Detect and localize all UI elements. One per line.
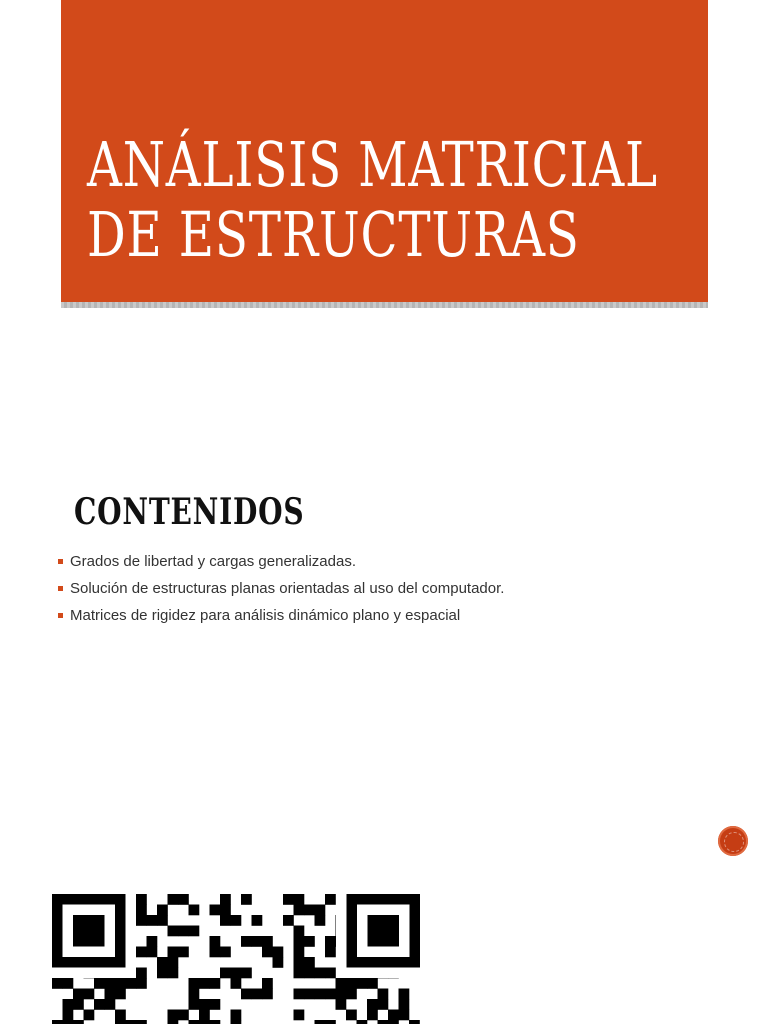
- title-banner-shadow: [61, 302, 708, 308]
- circle-button-icon[interactable]: [718, 826, 748, 856]
- list-item-text: Matrices de rigidez para análisis dinámico plano y espacial: [70, 607, 461, 624]
- list-item: [58, 548, 504, 575]
- slide-title: [87, 128, 658, 271]
- qr-code-graphic: [52, 894, 420, 1024]
- list-item-text: Solución de estructuras planas orientadas al uso del computador.: [70, 580, 505, 597]
- bullet-square-icon: [58, 613, 63, 618]
- bullet-square-icon: [58, 586, 63, 591]
- contents-list: [58, 548, 504, 629]
- title-banner: [61, 0, 708, 302]
- list-item: [58, 602, 504, 629]
- list-item-text: Grados de libertad y cargas generalizadas.: [70, 553, 356, 570]
- title-line-2: DE ESTRUCTURAS: [87, 198, 580, 271]
- qr-code-icon: [52, 894, 420, 1024]
- title-line-1: ANÁLISIS MATRICIAL: [87, 128, 658, 201]
- list-item: [58, 575, 504, 602]
- contents-heading: CONTENIDOS: [74, 491, 305, 533]
- bullet-square-icon: [58, 559, 63, 564]
